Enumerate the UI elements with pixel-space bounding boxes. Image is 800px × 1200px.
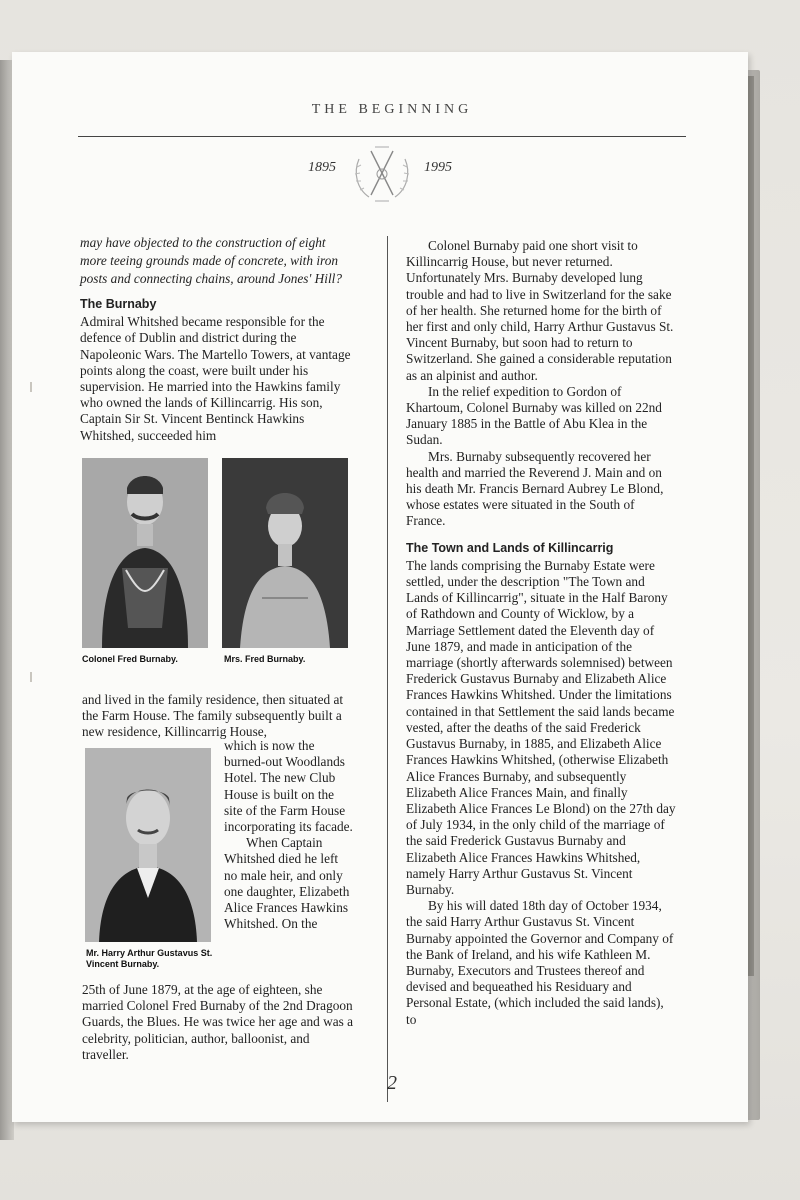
paragraph-recovered: Mrs. Burnaby subsequently recovered her health and married the Reverend J. Main and on his death Mr. Francis Bernard Aubrey Le Blond, whose estates were situated in the South of France. [406,448,664,529]
caption-mrs-fred: Mrs. Fred Burnaby. [224,654,306,664]
paragraph-whitshed-died: When Captain Whitshed died he left no male heir, and only one daughter, Elizabeth Alice Frances Hawkins Whitshed. On the [224,835,350,932]
booklet-page [12,52,748,1122]
left-column-continued [82,692,354,741]
left-column [80,234,352,444]
staple-mark [30,672,32,682]
page-number: 2 [387,1072,397,1094]
running-head: THE BEGINNING [311,102,473,117]
club-crest-icon [351,141,413,205]
paragraph-woodlands: which is now the burned-out Woodlands Hotel. The new Club House is built on the site of the Farm House incorporating its facade. [224,738,353,835]
paragraph-lands: The lands comprising the Burnaby Estate were settled, under the description "The Town and Lands of Killincarrig", situate in the Half Barony of Rathdown and County of Wicklow, by a Marriage Settlement dated the Eleventh day of June 1879, and made in anticipation of the marriage (shortly afterwards solemnised) between Frederick Gustavus Burnaby and Elizabeth Alice Frances Hawkins Whitshed. Under the limitations contained in that Settlement the said lands became vested, after the deaths of the said Frederick Gustavus Burnaby, in 1885, and Elizabeth Alice Frances Hawkins Whitshed, (otherwise Elizabeth Alice Frances Burnaby, and subsequently Elizabeth Alice Frances Main, and finally Elizabeth Alice Frances Le Blond) on the 27th day of July 1934, in the only child of the marriage of the said Frederick Gustavus Burnaby and Elizabeth Alice Frances Hawkins Whitshed, namely Harry Arthur Gustavus St. Vincent Burnaby. [406,557,676,897]
header-rule [78,136,686,137]
photo-colonel-fred-burnaby [82,458,208,648]
year-right: 1995 [424,160,452,175]
heading-town-and-lands: The Town and Lands of Killincarrig [406,540,614,555]
paragraph-short-visit: Colonel Burnaby paid one short visit to Killincarrig House, but never returned. Unfortunately Mrs. Burnaby developed lung trouble and had to live in Switzerland for the sake of her health. She returned home for the birth of her first and only child, Harry Arthur Gustavus St. Vincent Burnaby, but soon had to return to Switzerland. She gained a considerable reputation as an alpinist and author. [406,238,674,383]
paragraph-lived: and lived in the family residence, then situated at the Farm House. The family subsequently built a new residence, Killincarrig House, [82,692,344,740]
wrap-text-column [224,738,354,932]
column-divider [387,236,388,1102]
paragraph-will: By his will dated 18th day of October 1934, the said Harry Arthur Gustavus St. Vincent Burnaby appointed the Governor and Company of the Bank of Ireland, and his wife Kathleen M. Burnaby, Executors and Trustees thereof and devised and bequeathed his Residuary and Personal Estate, (which included the said lands), to [406,898,674,1027]
right-column [406,238,676,1028]
staple-mark [30,382,32,392]
left-column-end [82,982,354,1063]
photo-mrs-fred-burnaby [222,458,348,648]
caption-colonel-fred: Colonel Fred Burnaby. [82,654,178,664]
paragraph-admiral: Admiral Whitshed became responsible for the defence of Dublin and district during the Napoleonic Wars. The Martello Towers, at vantage points along the coast, were built under his supervision. He married into the Hawkins family who owned the lands of Killincarrig. His son, Captain Sir St. Vincent Bentinck Hawkins Whitshed, succeeded him [80,314,351,443]
year-left: 1895 [308,160,336,175]
paragraph-khartoum: In the relief expedition to Gordon of Khartoum, Colonel Burnaby was killed on 22nd January 1885 in the Battle of Abu Klea in the Sudan. [406,383,662,448]
paragraph-marriage: 25th of June 1879, at the age of eighteen, she married Colonel Fred Burnaby of the 2nd Dragoon Guards, the Blues. He was twice her age and was a celebrity, politician, author, balloonist, and traveller. [82,982,354,1062]
intro-italic-text: may have objected to the construction of eight more teeing grounds made of concrete, with iron posts and connecting chains, around Jones' Hill? [80,235,342,286]
photo-harry-burnaby [85,748,211,942]
heading-the-burnaby: The Burnaby [80,297,157,311]
caption-harry: Mr. Harry Arthur Gustavus St. Vincent Burnaby. [86,948,213,969]
